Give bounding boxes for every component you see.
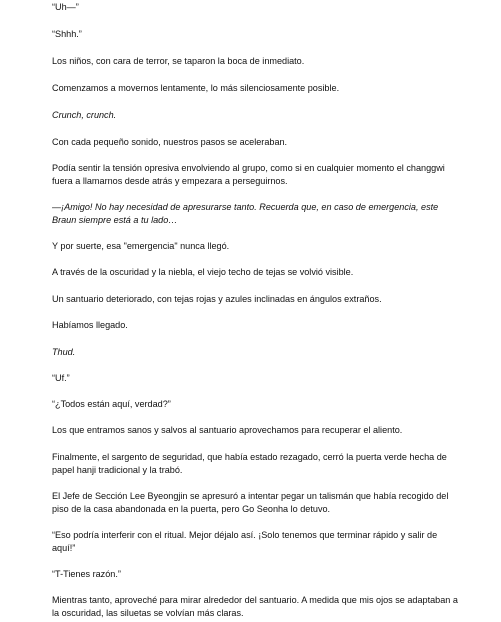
paragraph: Los niños, con cara de terror, se taparon la boca de inmediato. [52,56,305,66]
paragraph-italic: —¡Amigo! No hay necesidad de apresurarse tanto. Recuerda que, en caso de emergencia, este Braun siempre está a tu lado… [52,202,439,225]
paragraph: Comenzamos a movernos lentamente, lo más silenciosamente posible. [52,83,340,93]
paragraph: “¿Todos están aquí, verdad?” [52,399,171,409]
paragraph: Podía sentir la tensión opresiva envolviendo al grupo, como si en cualquier momento el changgwi fuera a llamarnos desde atrás y empezara a perseguirnos. [52,163,445,186]
paragraph: Habíamos llegado. [52,320,128,330]
paragraph-italic: Crunch, crunch. [52,110,117,120]
paragraph-italic: Thud. [52,347,76,357]
paragraph: Y por suerte, esa "emergencia" nunca llegó. [52,241,230,251]
paragraph: Con cada pequeño sonido, nuestros pasos se aceleraban. [52,137,288,147]
paragraph: “Shhh.” [52,29,82,39]
paragraph: “Eso podría interferir con el ritual. Mejor déjalo así. ¡Solo tenemos que terminar rápido y salir de aquí!” [52,530,438,553]
paragraph: “T-Tienes razón.” [52,569,121,579]
paragraph: El Jefe de Sección Lee Byeongjin se apresuró a intentar pegar un talismán que había recogido del piso de la casa abandonada en la puerta, pero Go Seonha lo detuvo. [52,491,449,514]
paragraph: Mientras tanto, aproveché para mirar alrededor del santuario. A medida que mis ojos se adaptaban a la oscuridad, las siluetas se volvían más claras. [52,595,458,618]
paragraph: “Uh—” [52,2,79,12]
paragraph: Finalmente, el sargento de seguridad, que había estado rezagado, cerró la puerta verde hecha de papel hanji tradicional y la trabó. [52,452,447,475]
paragraph: “Uf.” [52,373,70,383]
paragraph: A través de la oscuridad y la niebla, el viejo techo de tejas se volvió visible. [52,267,354,277]
paragraph: Un santuario deteriorado, con tejas rojas y azules inclinadas en ángulos extraños. [52,294,382,304]
paragraph: Los que entramos sanos y salvos al santuario aprovechamos para recuperar el aliento. [52,425,403,435]
